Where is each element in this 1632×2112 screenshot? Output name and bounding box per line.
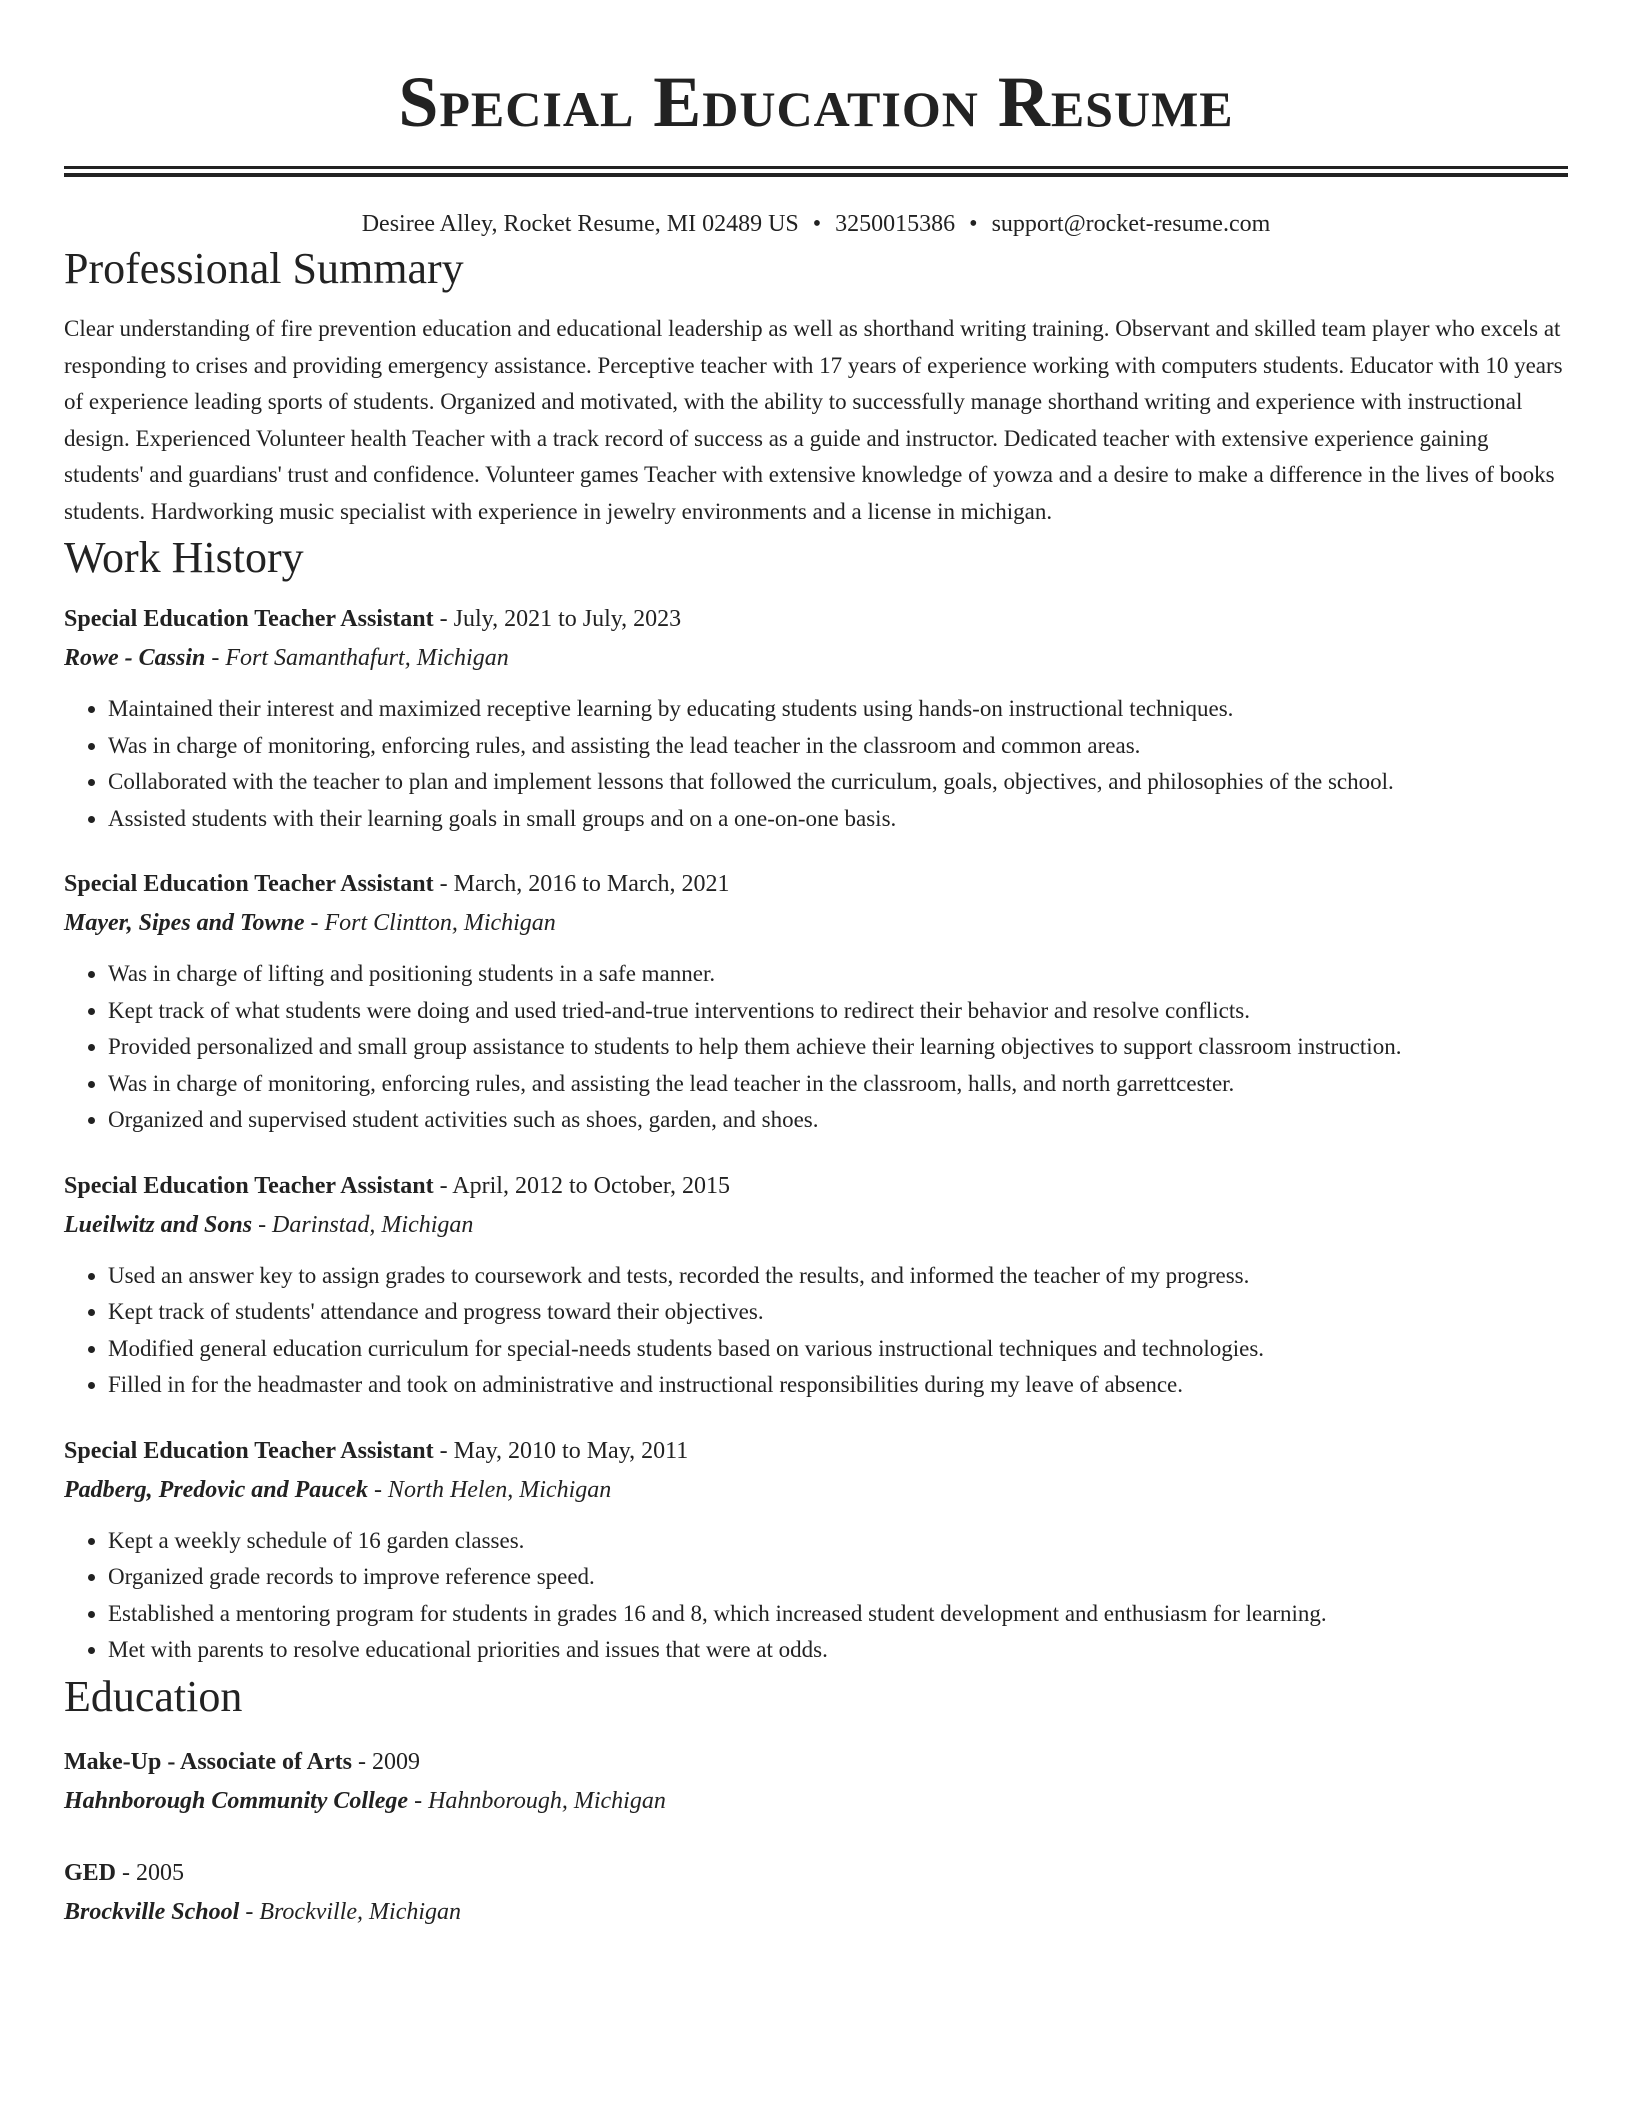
education-entry xyxy=(64,1854,1568,1931)
job-dates: - March, 2016 to March, 2021 xyxy=(433,871,730,897)
job-duty: • Kept a weekly schedule of 16 garden classes. xyxy=(108,1523,1568,1560)
job-duty: • Established a mentoring program for students in grades 16 and 8, which increased student development and enthusiasm for learning. xyxy=(108,1596,1568,1633)
job-entry xyxy=(64,600,1568,837)
education-heading: Education xyxy=(64,1671,243,1721)
degree-year: - 2005 xyxy=(116,1859,185,1886)
job-duties xyxy=(64,1258,1568,1404)
work-history-list xyxy=(64,600,1568,1669)
job-dates: - May, 2010 to May, 2011 xyxy=(433,1437,689,1464)
contact-email: support@rocket-resume.com xyxy=(991,211,1271,237)
resume-title: Special Education Resume xyxy=(398,62,1234,142)
school-name: Hahnborough Community College xyxy=(64,1787,409,1814)
job-title-line xyxy=(64,1167,1568,1206)
job-company: Mayer, Sipes and Towne xyxy=(64,910,305,936)
contact-address: Desiree Alley, Rocket Resume, MI 02489 US xyxy=(361,211,799,237)
job-location: - Darinstad, Michigan xyxy=(252,1211,474,1238)
job-title: Special Education Teacher Assistant xyxy=(64,1172,434,1199)
contact-separator: • xyxy=(812,211,822,237)
job-duty: • Met with parents to resolve educational priorities and issues that were at odds. xyxy=(108,1632,1568,1669)
summary-heading: Professional Summary xyxy=(64,244,464,293)
school-location: - Hahnborough, Michigan xyxy=(408,1787,666,1814)
job-duties xyxy=(64,691,1568,837)
degree-name: GED xyxy=(64,1859,117,1886)
school-name: Brockville School xyxy=(64,1898,240,1925)
school-location: - Brockville, Michigan xyxy=(239,1898,462,1925)
degree-line xyxy=(64,1743,1568,1782)
job-org-line xyxy=(64,639,1568,677)
degree-year: - 2009 xyxy=(351,1748,420,1775)
job-entry xyxy=(64,865,1568,1139)
job-duty: • Kept track of what students were doing and used tried-and-true interventions to redirect their behavior and resolve conflicts. xyxy=(108,993,1568,1030)
job-org-line xyxy=(64,904,1568,942)
degree-line xyxy=(64,1854,1568,1893)
job-location: - Fort Samanthafurt, Michigan xyxy=(205,645,509,671)
job-title-line xyxy=(64,1432,1568,1471)
job-title-line xyxy=(64,600,1568,639)
job-title: Special Education Teacher Assistant xyxy=(64,1437,434,1464)
job-duty: • Was in charge of monitoring, enforcing rules, and assisting the lead teacher in the classroom and common areas. xyxy=(108,728,1568,765)
job-duty: • Modified general education curriculum for special-needs students based on various instructional techniques and technologies. xyxy=(108,1331,1568,1368)
contact-phone: 3250015386 xyxy=(835,211,956,237)
job-duty: • Organized grade records to improve reference speed. xyxy=(108,1559,1568,1596)
summary-text: Clear understanding of fire prevention education and educational leadership as well as shorthand writing training. Observant and skilled team player who excels at responding to crises and providing emergency assistance. Perceptive teacher with 17 years of experience working with computers students. Educator with 10 years of experience leading sports of students. Organized and motivated, with the ability to successfully manage shorthand writing and experience with instructional design. Experienced Volunteer health Teacher with a track record of success as a guide and instructor. Dedicated teacher with extensive experience gaining students' and guardians' trust and confidence. Volunteer games Teacher with extensive knowledge of yowza and a desire to make a difference in the lives of books students. Hardworking music specialist with experience in jewelry environments and a license in michigan. xyxy=(64,316,1563,524)
work-history-heading: Work History xyxy=(64,533,304,582)
job-duty: • Maintained their interest and maximized receptive learning by educating students using hands-on instructional techniques. xyxy=(108,691,1568,728)
job-title: Special Education Teacher Assistant xyxy=(64,606,434,632)
job-duty: • Assisted students with their learning goals in small groups and on a one-on-one basis. xyxy=(108,801,1568,838)
job-duty: • Provided personalized and small group assistance to students to help them achieve their learning objectives to support classroom instruction. xyxy=(108,1029,1568,1066)
job-title-line xyxy=(64,865,1568,904)
job-duty: • Collaborated with the teacher to plan and implement lessons that followed the curriculum, goals, objectives, and philosophies of the school. xyxy=(108,764,1568,801)
education-entry xyxy=(64,1743,1568,1820)
job-entry xyxy=(64,1167,1568,1404)
school-line xyxy=(64,1893,1568,1931)
job-duty: • Organized and supervised student activities such as shoes, garden, and shoes. xyxy=(108,1102,1568,1139)
job-location: - Fort Clintton, Michigan xyxy=(304,910,556,936)
contact-line xyxy=(64,207,1568,241)
job-duty: • Kept track of students' attendance and progress toward their objectives. xyxy=(108,1294,1568,1331)
job-duty: • Was in charge of monitoring, enforcing rules, and assisting the lead teacher in the classroom, halls, and north garrettcester. xyxy=(108,1066,1568,1103)
job-duty: • Used an answer key to assign grades to coursework and tests, recorded the results, and informed the teacher of my progress. xyxy=(108,1258,1568,1295)
job-company: Padberg, Predovic and Paucek xyxy=(64,1476,368,1503)
job-company: Lueilwitz and Sons xyxy=(64,1211,253,1238)
job-location: - North Helen, Michigan xyxy=(367,1476,612,1503)
job-duty: • Was in charge of lifting and positioning students in a safe manner. xyxy=(108,956,1568,993)
job-dates: - July, 2021 to July, 2023 xyxy=(433,606,682,632)
title-divider xyxy=(64,166,1568,177)
job-org-line xyxy=(64,1471,1568,1509)
job-duty: • Filled in for the headmaster and took on administrative and instructional responsibilities during my leave of absence. xyxy=(108,1367,1568,1404)
job-title: Special Education Teacher Assistant xyxy=(64,871,434,897)
school-line xyxy=(64,1782,1568,1820)
job-duties xyxy=(64,956,1568,1139)
contact-separator: • xyxy=(969,211,978,237)
degree-name: Make-Up - Associate of Arts xyxy=(64,1748,352,1775)
job-entry xyxy=(64,1432,1568,1669)
job-company: Rowe - Cassin xyxy=(64,645,206,671)
job-org-line xyxy=(64,1206,1568,1244)
job-duties xyxy=(64,1523,1568,1669)
job-dates: - April, 2012 to October, 2015 xyxy=(433,1172,730,1199)
